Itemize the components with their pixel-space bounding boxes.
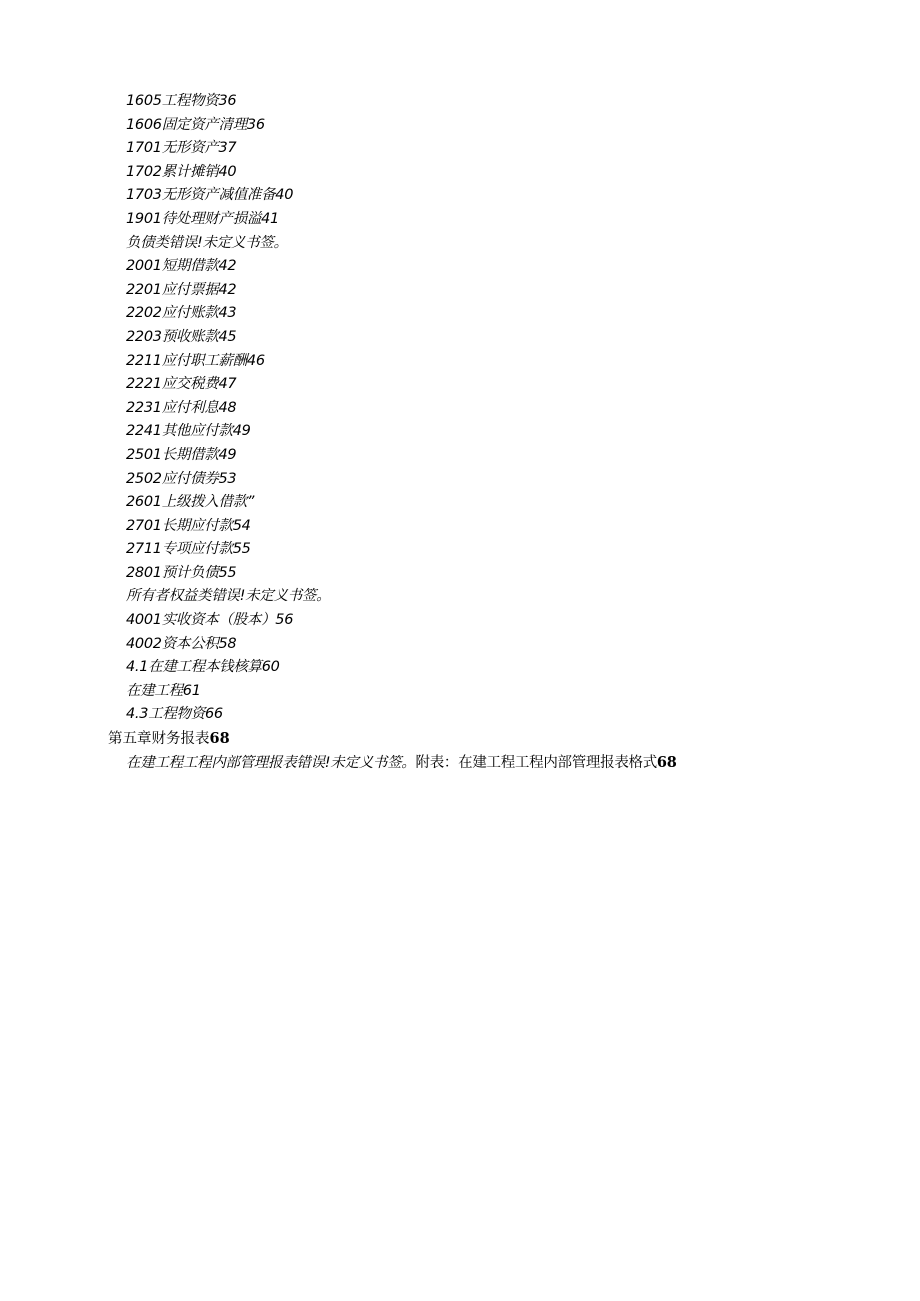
toc-entry[interactable]: 2502应付债券53 (126, 470, 237, 487)
toc-entry[interactable]: 1702累计摊销40 (126, 163, 237, 180)
toc-entry[interactable]: 1901待处理财产损溢41 (126, 210, 279, 227)
toc-entry[interactable]: 2711专项应付款55 (126, 541, 251, 558)
toc-entry[interactable]: 1701无形资产37 (126, 140, 237, 157)
toc-entry[interactable]: 4002资本公积58 (126, 635, 237, 652)
toc-entry[interactable]: 负债类错误!未定义书签。 (126, 234, 288, 251)
appendix-page-number: 68 (656, 753, 677, 771)
toc-entry[interactable]: 2203预收账款45 (126, 328, 237, 345)
toc-entry[interactable]: 4001实收资本（股本）56 (126, 612, 294, 629)
toc-entry[interactable]: 2202应付账款43 (126, 305, 237, 322)
toc-entry[interactable]: 2801预计负债55 (126, 564, 237, 581)
chapter-title: 第五章财务报表 (108, 731, 210, 748)
toc-entry[interactable]: 2701长期应付款54 (126, 517, 251, 534)
toc-entry[interactable]: 1703无形资产减值准备40 (126, 187, 294, 204)
toc-entry[interactable]: 2501长期借款49 (126, 446, 237, 463)
toc-entry[interactable]: 在建工程61 (126, 682, 201, 699)
toc-entry[interactable]: 2221应交税费47 (126, 376, 237, 393)
toc-chapter-5[interactable] (0, 727, 920, 751)
toc-entry[interactable]: 1605工程物资36 (126, 93, 237, 109)
toc-entry[interactable]: 2211应付职工薪酬46 (126, 352, 265, 369)
toc-entry[interactable]: 4.1在建工程本钱核算60 (126, 659, 280, 676)
chapter-page-number: 68 (209, 730, 230, 748)
toc-entry-text: 在建工程工程内部管理报表错误!未定义书签。 (126, 754, 416, 771)
toc-entry[interactable]: 2231应付利息48 (126, 399, 237, 416)
toc-entry[interactable]: 1606固定资产清理36 (126, 116, 265, 133)
toc-entry-last[interactable] (0, 751, 920, 775)
toc-entry[interactable]: 2601上级拨入借款” (126, 494, 255, 511)
toc-entry[interactable]: 2001短期借款42 (126, 258, 237, 275)
toc-entry[interactable]: 4.3工程物资66 (126, 706, 223, 723)
toc-entry[interactable]: 2241其他应付款49 (126, 423, 251, 440)
toc-entry[interactable]: 所有者权益类错误!未定义书签。 (126, 588, 331, 605)
table-of-contents (0, 90, 920, 774)
toc-entry[interactable]: 2201应付票据42 (126, 281, 237, 298)
appendix-text: 附表：在建工程工程内部管理报表格式 (415, 754, 657, 771)
